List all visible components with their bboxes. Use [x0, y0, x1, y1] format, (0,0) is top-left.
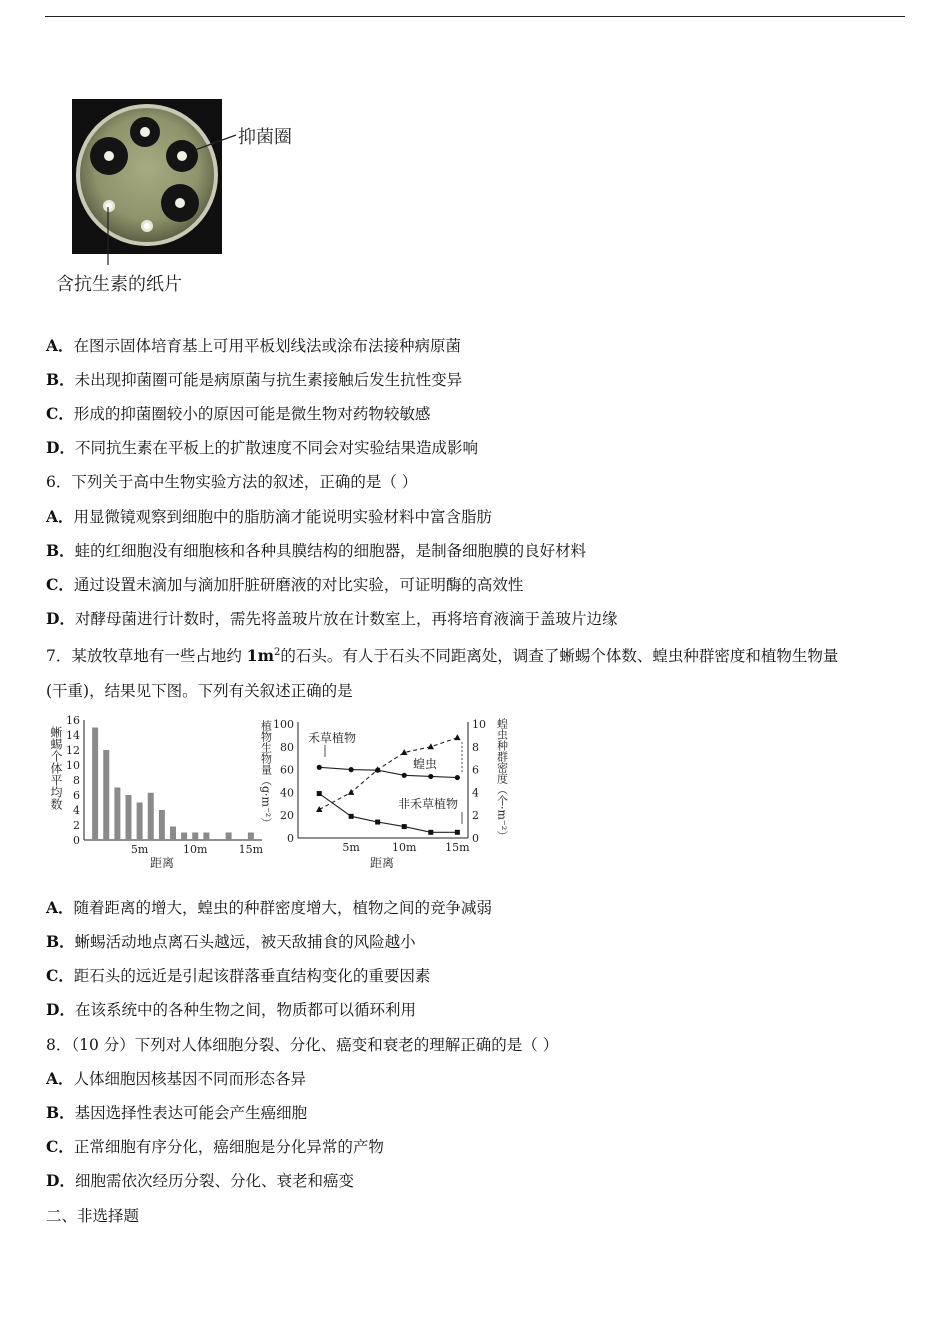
q5-option-c[interactable]: C．形成的抑菌圈较小的原因可能是微生物对药物较敏感 — [46, 404, 431, 423]
q7-option-d[interactable]: D．在该系统中的各种生物之间，物质都可以循环利用 — [46, 1000, 416, 1019]
biomass-xtick-label: 15m — [445, 841, 470, 854]
biomass-ytick-right: 6 — [472, 763, 479, 777]
biomass-ytick-left: 60 — [280, 763, 294, 777]
q8-stem: 8．（10 分）下列对人体细胞分裂、分化、癌变和衰老的理解正确的是（ ） — [46, 1036, 559, 1054]
lizard-xtick-label: 5m — [130, 843, 149, 856]
lizard-ytick-label: 4 — [73, 804, 80, 817]
grass-point — [349, 767, 354, 772]
nongrass-point — [428, 830, 433, 835]
lizard-ytick-label: 2 — [73, 819, 80, 832]
q6-option-a[interactable]: A．用显微镜观察到细胞中的脂肪滴才能说明实验材料中富含脂肪 — [46, 507, 493, 526]
lizard-bar — [137, 803, 143, 841]
series-label-nongrass: 非禾草植物 — [398, 797, 459, 811]
grass-point — [428, 774, 433, 779]
locust-point — [428, 743, 434, 749]
biomass-ytick-right: 0 — [472, 832, 479, 845]
series-label-grass: 禾草植物 — [308, 731, 357, 745]
grass-point — [455, 775, 460, 780]
biomass-ytick-left: 20 — [280, 809, 294, 823]
q8-option-b[interactable]: B．基因选择性表达可能会产生癌细胞 — [46, 1103, 308, 1122]
q7-option-b[interactable]: B．蜥蜴活动地点离石头越远，被天敌捕食的风险越小 — [46, 932, 416, 951]
biomass-xtick-label: 10m — [392, 841, 417, 854]
lizard-ytick-label: 10 — [66, 759, 80, 772]
lizard-bar — [192, 833, 198, 841]
lizard-xtick-label: 15m — [238, 843, 264, 856]
q8-option-a[interactable]: A．人体细胞因核基因不同而形态各异 — [46, 1069, 307, 1088]
biomass-ytick-right: 10 — [472, 718, 486, 731]
biomass-chart-ylabel-right: 蝗虫种群密度（个·m⁻²） — [495, 718, 509, 842]
biomass-ytick-right: 4 — [472, 786, 479, 800]
series-label-locust: 蝗虫 — [413, 757, 438, 771]
lizard-ytick-label: 12 — [66, 744, 80, 757]
q7-stem-line2: (干重)，结果见下图。下列有关叙述正确的是 — [46, 682, 353, 700]
lizard-bar — [92, 728, 98, 841]
q8-option-d[interactable]: D．细胞需依次经历分裂、分化、衰老和癌变 — [46, 1171, 354, 1190]
lizard-bar — [170, 827, 176, 841]
zone-of-inhibition-label: 抑菌圈 — [238, 127, 292, 148]
antibiotic-disc-label: 含抗生素的纸片 — [56, 274, 182, 295]
nongrass-point — [402, 824, 407, 829]
biomass-chart-xlabel: 距离 — [370, 856, 395, 870]
lizard-bar — [159, 810, 165, 840]
q7-option-c[interactable]: C．距石头的远近是引起该群落垂直结构变化的重要因素 — [46, 966, 431, 985]
q6-option-b[interactable]: B．蛙的红细胞没有细胞核和各种具膜结构的细胞器，是制备细胞膜的良好材料 — [46, 541, 587, 560]
q7-option-a[interactable]: A．随着距离的增大，蝗虫的种群密度增大，植物之间的竞争减弱 — [46, 898, 493, 917]
biomass-xtick-label: 5m — [342, 841, 360, 854]
lizard-chart-ylabel: 蜥蜴个体平均数 — [49, 726, 63, 810]
lizard-bar — [248, 833, 254, 841]
q6-option-c[interactable]: C．通过设置未滴加与滴加肝脏研磨液的对比实验，可证明酶的高效性 — [46, 575, 524, 594]
q7-figure — [40, 712, 520, 877]
locust-point — [316, 806, 322, 812]
lizard-bar-chart — [49, 714, 264, 870]
q5-option-d[interactable]: D．不同抗生素在平板上的扩散速度不同会对实验结果造成影响 — [46, 438, 478, 457]
lizard-bar — [103, 750, 109, 840]
lizard-ytick-label: 8 — [73, 774, 80, 787]
locust-point — [454, 734, 460, 740]
lizard-chart-xlabel: 距离 — [150, 856, 175, 870]
biomass-ytick-left: 40 — [280, 786, 294, 800]
q8-option-c[interactable]: C．正常细胞有序分化，癌细胞是分化异常的产物 — [46, 1137, 384, 1156]
locust-point — [348, 789, 354, 795]
q7-stem-line1: 7．某放牧草地有一些占地约 $1m^2$的石头。有人于石头不同距离处，调查了蜥蜴个体数、蝗虫种群密度和植物生物量 — [46, 646, 839, 666]
biomass-ytick-left: 0 — [287, 832, 294, 845]
q6-option-d[interactable]: D．对酵母菌进行计数时，需先将盖玻片放在计数室上，再将培育液滴于盖玻片边缘 — [46, 609, 618, 628]
nongrass-point — [349, 814, 354, 819]
nongrass-point — [455, 830, 460, 835]
biomass-ytick-left: 100 — [273, 718, 294, 731]
nongrass-point — [375, 820, 380, 825]
lizard-bar — [181, 833, 187, 841]
q6-stem: 6．下列关于高中生物实验方法的叙述，正确的是（ ） — [46, 473, 418, 491]
nongrass-point — [317, 791, 322, 796]
lizard-ytick-label: 6 — [73, 789, 80, 802]
lizard-bar — [226, 833, 232, 841]
lizard-ytick-label: 14 — [66, 729, 80, 742]
q5-option-b[interactable]: B．未出现抑菌圈可能是病原菌与抗生素接触后发生抗性变异 — [46, 370, 463, 389]
lizard-bar — [203, 833, 209, 841]
biomass-ytick-right: 8 — [472, 740, 479, 754]
lizard-bar — [114, 788, 120, 841]
grass-point — [317, 765, 322, 770]
petri-leader-lines — [0, 0, 320, 300]
lizard-ytick-label: 0 — [73, 834, 80, 847]
lizard-xtick-label: 10m — [183, 843, 208, 856]
lizard-ytick-label: 16 — [66, 714, 80, 727]
biomass-locust-chart — [260, 717, 509, 870]
grass-point — [402, 773, 407, 778]
biomass-ytick-left: 80 — [280, 740, 294, 754]
biomass-ytick-right: 2 — [472, 809, 479, 823]
q5-option-a[interactable]: A．在图示固体培育基上可用平板划线法或涂布法接种病原菌 — [46, 336, 462, 355]
section-title: 二、非选择题 — [46, 1207, 140, 1225]
biomass-chart-ylabel-left: 植物生物量（g·m⁻²） — [259, 720, 273, 829]
lizard-bar — [148, 793, 154, 840]
lizard-bar — [126, 795, 132, 840]
